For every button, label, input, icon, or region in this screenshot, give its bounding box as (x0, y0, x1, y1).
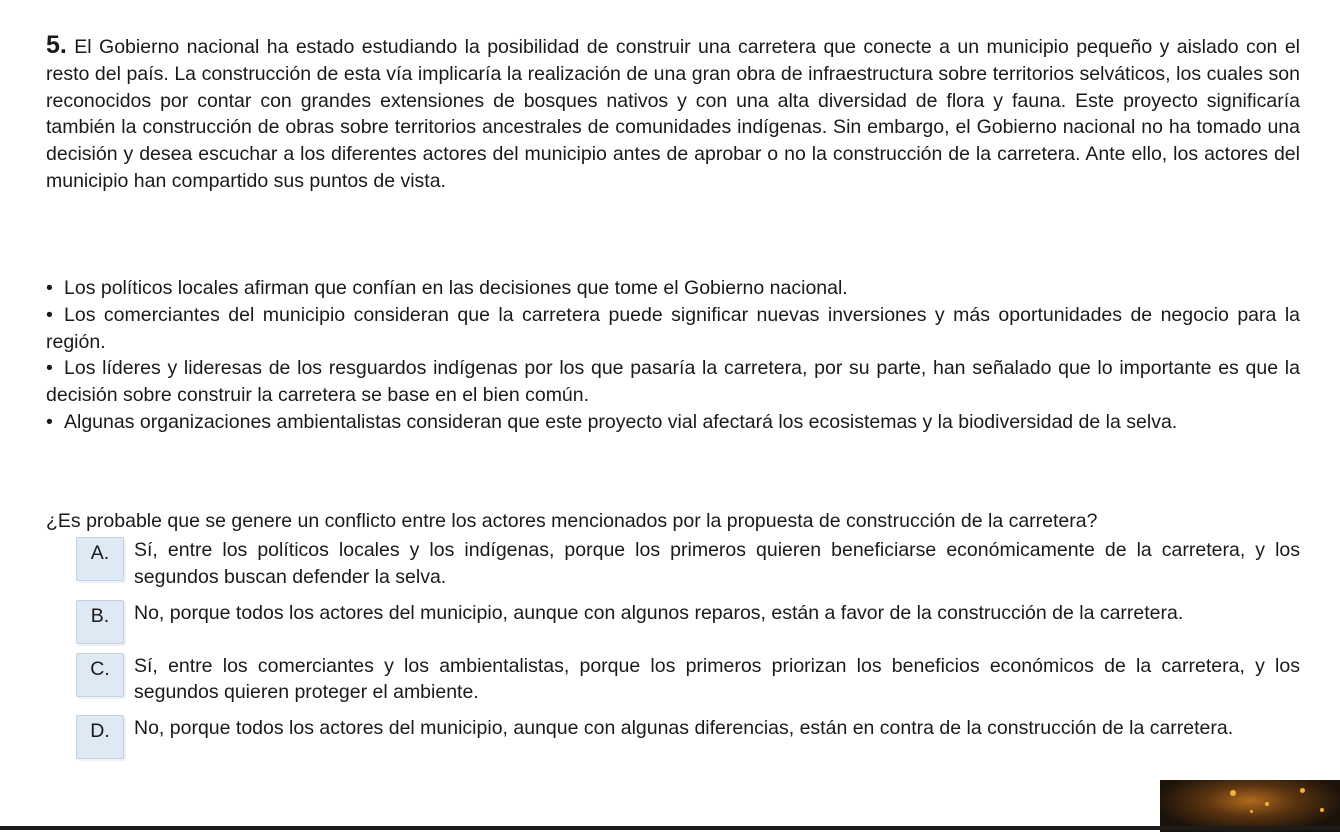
bullet-icon: • (46, 303, 53, 326)
option-letter-box[interactable]: B. (76, 600, 124, 644)
bullet-icon: • (46, 357, 53, 380)
option-text: No, porque todos los actores del municipio, aunque con algunas diferencias, están en contra de la construcción de la carretera. (134, 717, 1234, 740)
option-c[interactable] (76, 653, 1300, 707)
bullet-text: Los políticos locales afirman que confían en las decisiones que tome el Gobierno nacional. (64, 277, 848, 299)
option-text: Sí, entre los políticos locales y los indígenas, porque los primeros quieren beneficiarse económicamente de la carretera, y los segundos buscan defender la selva. (134, 539, 1300, 588)
option-a[interactable] (76, 537, 1300, 591)
question-intro (46, 32, 1300, 195)
option-letter-box[interactable]: D. (76, 715, 124, 759)
option-letter-box[interactable]: C. (76, 653, 124, 697)
bullet-icon: • (46, 410, 53, 433)
option-text: No, porque todos los actores del municipio, aunque con algunos reparos, están a favor de la construcción de la carretera. (134, 601, 1184, 624)
option-letter-box[interactable]: A. (76, 537, 124, 581)
bullet-text: Algunas organizaciones ambientalistas consideran que este proyecto vial afectará los ecosistemas y la biodiversidad de la selva. (64, 410, 1178, 433)
corner-decorative-image (1160, 780, 1340, 832)
list-item (46, 355, 1300, 409)
question-number: 5. (46, 31, 67, 59)
actor-viewpoints-list (46, 275, 1300, 436)
question-prompt: ¿Es probable que se genere un conflicto entre los actores mencionados por la propuesta de construcción de la carretera? (46, 510, 1098, 532)
bottom-divider (0, 826, 1340, 830)
bullet-icon: • (46, 277, 53, 299)
bullet-text: Los líderes y lideresas de los resguardos indígenas por los que pasaría la carretera, por su parte, han señalado que lo importante es que la decisión sobre construir la carretera se base en el bien común. (46, 357, 1300, 407)
list-item (46, 302, 1300, 356)
intro-text: El Gobierno nacional ha estado estudiando la posibilidad de construir una carretera que conecte a un municipio pequeño y aislado con el resto del país. La construcción de esta vía implicaría la realización de una gran obra de infraestructura sobre territorios selváticos, los cuales son reconocidos por contar con grandes extensiones de bosques nativos y con una alta diversidad de flora y fauna. Este proyecto significaría también la construcción de obras sobre territorios ancestrales de comunidades indígenas. Sin embargo, el Gobierno nacional no ha tomado una decisión y desea escuchar a los diferentes actores del municipio antes de aprobar o no la construcción de la carretera. Ante ello, los actores del municipio han compartido sus puntos de vista. (46, 36, 1300, 192)
option-text: Sí, entre los comerciantes y los ambientalistas, porque los primeros priorizan los beneficios económicos de la carretera, y los segundos quieren proteger el ambiente. (134, 654, 1300, 704)
list-item (46, 409, 1300, 436)
option-b[interactable] (76, 600, 1300, 644)
option-d[interactable] (76, 715, 1300, 759)
bullet-text: Los comerciantes del municipio consideran que la carretera puede significar nuevas inversiones y más oportunidades de negocio para la región. (46, 303, 1300, 353)
answer-options (76, 537, 1300, 768)
list-item (46, 275, 1300, 302)
